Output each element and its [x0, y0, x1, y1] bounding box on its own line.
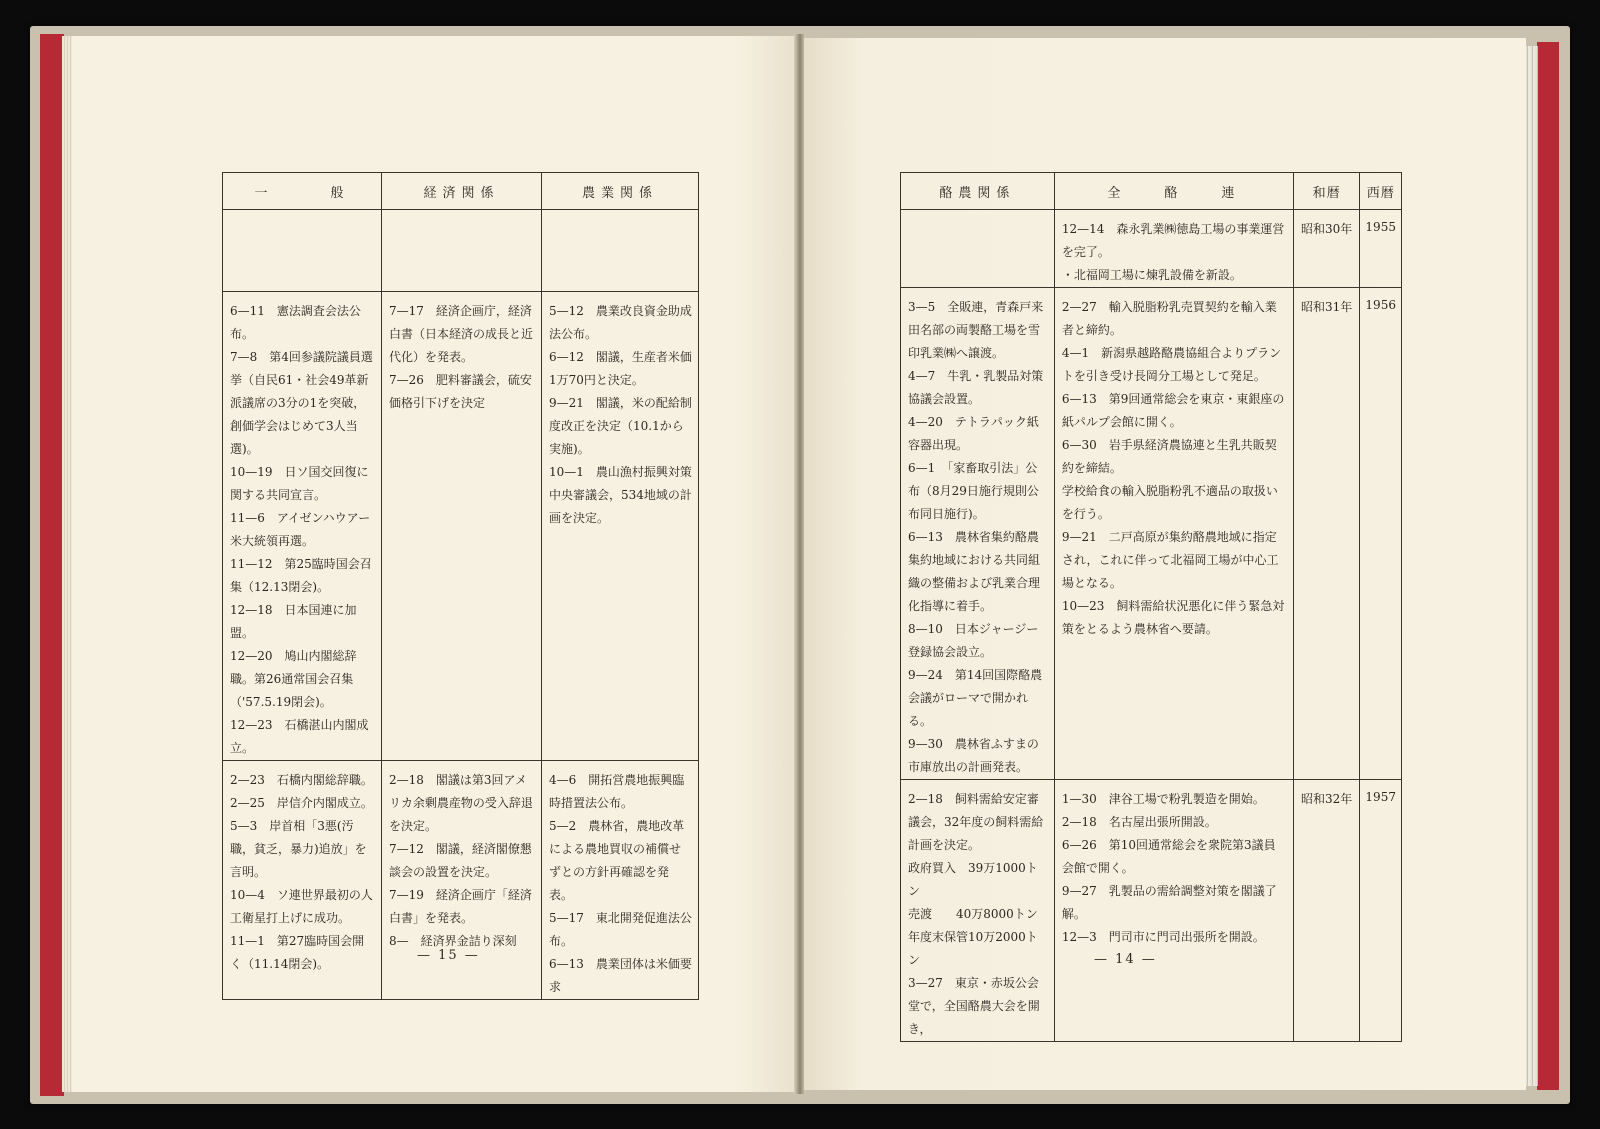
- chronology-entry: 9—24 第14回国際酪農会議がローマで開かれる。: [908, 668, 1043, 728]
- year-1955: 1955: [1360, 210, 1402, 288]
- chronology-entry: 売渡 40万8000トン: [908, 907, 1038, 921]
- chronology-entry: 3—27 東京・赤坂公会堂で，全国酪農大会を開き，: [908, 976, 1040, 1036]
- chronology-entry: 9—30 農林省ふすまの市庫放出の計画発表。: [908, 737, 1039, 774]
- chronology-entry: 5—12 農業改良資金助成法公布。: [549, 304, 692, 341]
- page-number-left: — 15 —: [417, 948, 480, 963]
- zenrakuren-1957: [1054, 780, 1293, 1042]
- chronology-entry: 3—5 全販連，青森戸来田名部の両製酪工場を雪印乳業㈱へ譲渡。: [908, 300, 1044, 360]
- chronology-entry: 7—26 肥料審議会，硫安価格引下げを決定: [389, 373, 532, 410]
- era-1955: 昭和30年: [1293, 210, 1360, 288]
- year-1956: 1956: [1360, 288, 1402, 780]
- left-row-1957: [223, 761, 699, 1000]
- dairy-1956: [901, 288, 1055, 780]
- chronology-entry: 9—21 二戸高原が集約酪農地域に指定され，これに伴って北福岡工場が中心工場となる。: [1061, 530, 1279, 590]
- chronology-entry: 政府買入 39万1000トン: [908, 861, 1038, 898]
- chronology-entry: 4—6 開拓営農地振興臨時措置法公布。: [549, 773, 685, 810]
- chronology-entry: 2—27 輸入脱脂粉乳売買契約を輸入業者と締約。: [1061, 300, 1277, 337]
- chronology-entry: 11—1 第27臨時国会開く（11.14閉会)。: [230, 934, 365, 971]
- zenrakuren-1955: [1054, 210, 1293, 288]
- left-header-row: [223, 173, 699, 210]
- bleed-cell: [223, 210, 382, 292]
- chronology-entry: 4—20 テトラパック紙容器出現。: [908, 415, 1039, 452]
- chronology-entry: 12—20 鳩山内閣総辞職。第26通常国会召集（'57.5.19閉会)。: [230, 649, 357, 709]
- chronology-entry: 12—14 森永乳業㈱徳島工場の事業運営を完了。: [1061, 222, 1285, 259]
- chronology-entry: 6—13 農業団体は米価要求: [549, 957, 692, 994]
- header-year: 西暦: [1360, 173, 1402, 210]
- chronology-entry: 8— 経済界金詰り深刻: [389, 934, 517, 948]
- general-1956: [223, 292, 382, 761]
- chronology-entry: 7—12 閣議，経済閣僚懇談会の設置を決定。: [389, 842, 532, 879]
- chronology-entry: 6—13 農林省集約酪農集約地域における共同組織の整備および乳業合理化指導に着手。: [908, 530, 1041, 613]
- agriculture-1956: [542, 292, 699, 761]
- chronology-entry: 4—1 新潟県越路酪農協組合よりプラントを引き受け長岡分工場として発足。: [1061, 346, 1282, 383]
- chronology-entry: 7—19 経済企画庁「経済白書」を発表。: [389, 888, 532, 925]
- left-spine-edge: [40, 34, 64, 1096]
- header-general: 一 般: [223, 173, 382, 210]
- header-era: 和暦: [1293, 173, 1360, 210]
- chronology-entry: 11—6 アイゼンハウアー米大統領再選。: [230, 511, 371, 548]
- chronology-entry: 10—19 日ソ国交回復に関する共同宣言。: [230, 465, 369, 502]
- header-agriculture: 農業関係: [542, 173, 699, 210]
- chronology-entry: 2—18 名古屋出張所開設。: [1061, 815, 1217, 829]
- economy-1956: [382, 292, 542, 761]
- dairy-1955: [901, 210, 1055, 288]
- header-zenrakuren: 全 酪 連: [1054, 173, 1293, 210]
- era-1956: 昭和31年: [1293, 288, 1360, 780]
- header-economy: 経済関係: [382, 173, 542, 210]
- chronology-entry: 6—26 第10回通常総会を衆院第3議員会館で開く。: [1061, 838, 1276, 875]
- chronology-entry: 5—2 農林省，農地改革による農地買収の補償せずとの方針再確認を発表。: [549, 819, 685, 902]
- right-row-1957: [901, 780, 1402, 1042]
- left-row-1956: [223, 292, 699, 761]
- agriculture-1957: [542, 761, 699, 1000]
- chronology-entry: 1—30 津谷工場で粉乳製造を開始。: [1061, 792, 1265, 806]
- bleed-cell: [542, 210, 699, 292]
- left-bleed-row: [223, 210, 699, 292]
- chronology-entry: 6—30 岩手県経済農協連と生乳共販契約を締結。: [1061, 438, 1277, 475]
- era-1957: 昭和32年: [1293, 780, 1360, 1042]
- chronology-entry: 2—18 飼料需給安定審議会，32年度の飼料需給計画を決定。: [908, 792, 1044, 852]
- chronology-entry: 2—23 石橋内閣総辞職。: [230, 773, 373, 787]
- chronology-entry: 6—13 第9回通常総会を東京・東銀座の紙パルプ会館に開く。: [1061, 392, 1285, 429]
- chronology-entry: 8—10 日本ジャージー登録協会設立。: [908, 622, 1039, 659]
- chronology-entry: 7—8 第4回参議院議員選挙（自民61・社会49革新派議席の3分の1を突破，創価学会はじめて3人当選)。: [230, 350, 373, 456]
- right-header-row: [901, 173, 1402, 210]
- chronology-entry: 2—25 岸信介内閣成立。: [230, 796, 373, 810]
- chronology-entry: 6—12 閣議，生産者米価1万70円と決定。: [549, 350, 692, 387]
- left-page: [72, 36, 796, 1092]
- chronology-entry: 10—23 飼料需給状況悪化に伴う緊急対策をとるよう農林省へ要請。: [1061, 599, 1285, 636]
- chronology-entry: 年度末保管10万2000トン: [908, 930, 1038, 967]
- bleed-cell: [382, 210, 542, 292]
- chronology-entry: 4—7 牛乳・乳製品対策協議会設置。: [908, 369, 1044, 406]
- chronology-entry: 11—12 第25臨時国会召集（12.13閉会)。: [230, 557, 372, 594]
- zenrakuren-1956: [1054, 288, 1293, 780]
- left-chronology-table: [222, 172, 699, 1000]
- right-page: [804, 38, 1526, 1090]
- chronology-entry: 学校給食の輸入脱脂粉乳不適品の取扱いを行う。: [1061, 484, 1278, 521]
- chronology-entry: 9—27 乳製品の需給調整対策を閣議了解。: [1061, 884, 1277, 921]
- right-chronology-table: [900, 172, 1402, 1042]
- chronology-entry: 2—18 閣議は第3回アメリカ余剰農産物の受入辞退を決定。: [389, 773, 533, 833]
- general-1957: [223, 761, 382, 1000]
- chronology-entry: 12—23 石橋湛山内閣成立。: [230, 718, 369, 755]
- chronology-entry: 9—21 閣議，米の配給制度改正を決定（10.1から実施)。: [549, 396, 692, 456]
- chronology-entry: 6—1 「家畜取引法」公布（8月29日施行規則公布同日施行)。: [908, 461, 1039, 521]
- chronology-entry: ・北福岡工場に煉乳設備を新設。: [1061, 268, 1242, 282]
- chronology-entry: 12—18 日本国連に加盟。: [230, 603, 357, 640]
- year-1957: 1957: [1360, 780, 1402, 1042]
- right-row-1956: [901, 288, 1402, 780]
- chronology-entry: 12—3 門司市に門司出張所を開設。: [1061, 930, 1265, 944]
- dairy-1957: [901, 780, 1055, 1042]
- right-spine-edge: [1537, 42, 1559, 1090]
- economy-1957: [382, 761, 542, 1000]
- chronology-entry: 5—17 東北開発促進法公布。: [549, 911, 692, 948]
- chronology-entry: 10—4 ソ連世界最初の人工衛星打上げに成功。: [230, 888, 373, 925]
- chronology-entry: 10—1 農山漁村振興対策中央審議会，534地域の計画を決定。: [549, 465, 692, 525]
- chronology-entry: 5—3 岸首相「3悪(汚職，貧乏，暴力)追放」を言明。: [230, 819, 367, 879]
- chronology-entry: 6—11 憲法調査会法公布。: [230, 304, 361, 341]
- page-number-right: — 14 —: [1094, 952, 1157, 967]
- chronology-entry: 7—17 経済企画庁，経済白書（日本経済の成長と近代化）を発表。: [389, 304, 534, 364]
- header-dairy: 酪農関係: [901, 173, 1055, 210]
- right-row-1955: [901, 210, 1402, 288]
